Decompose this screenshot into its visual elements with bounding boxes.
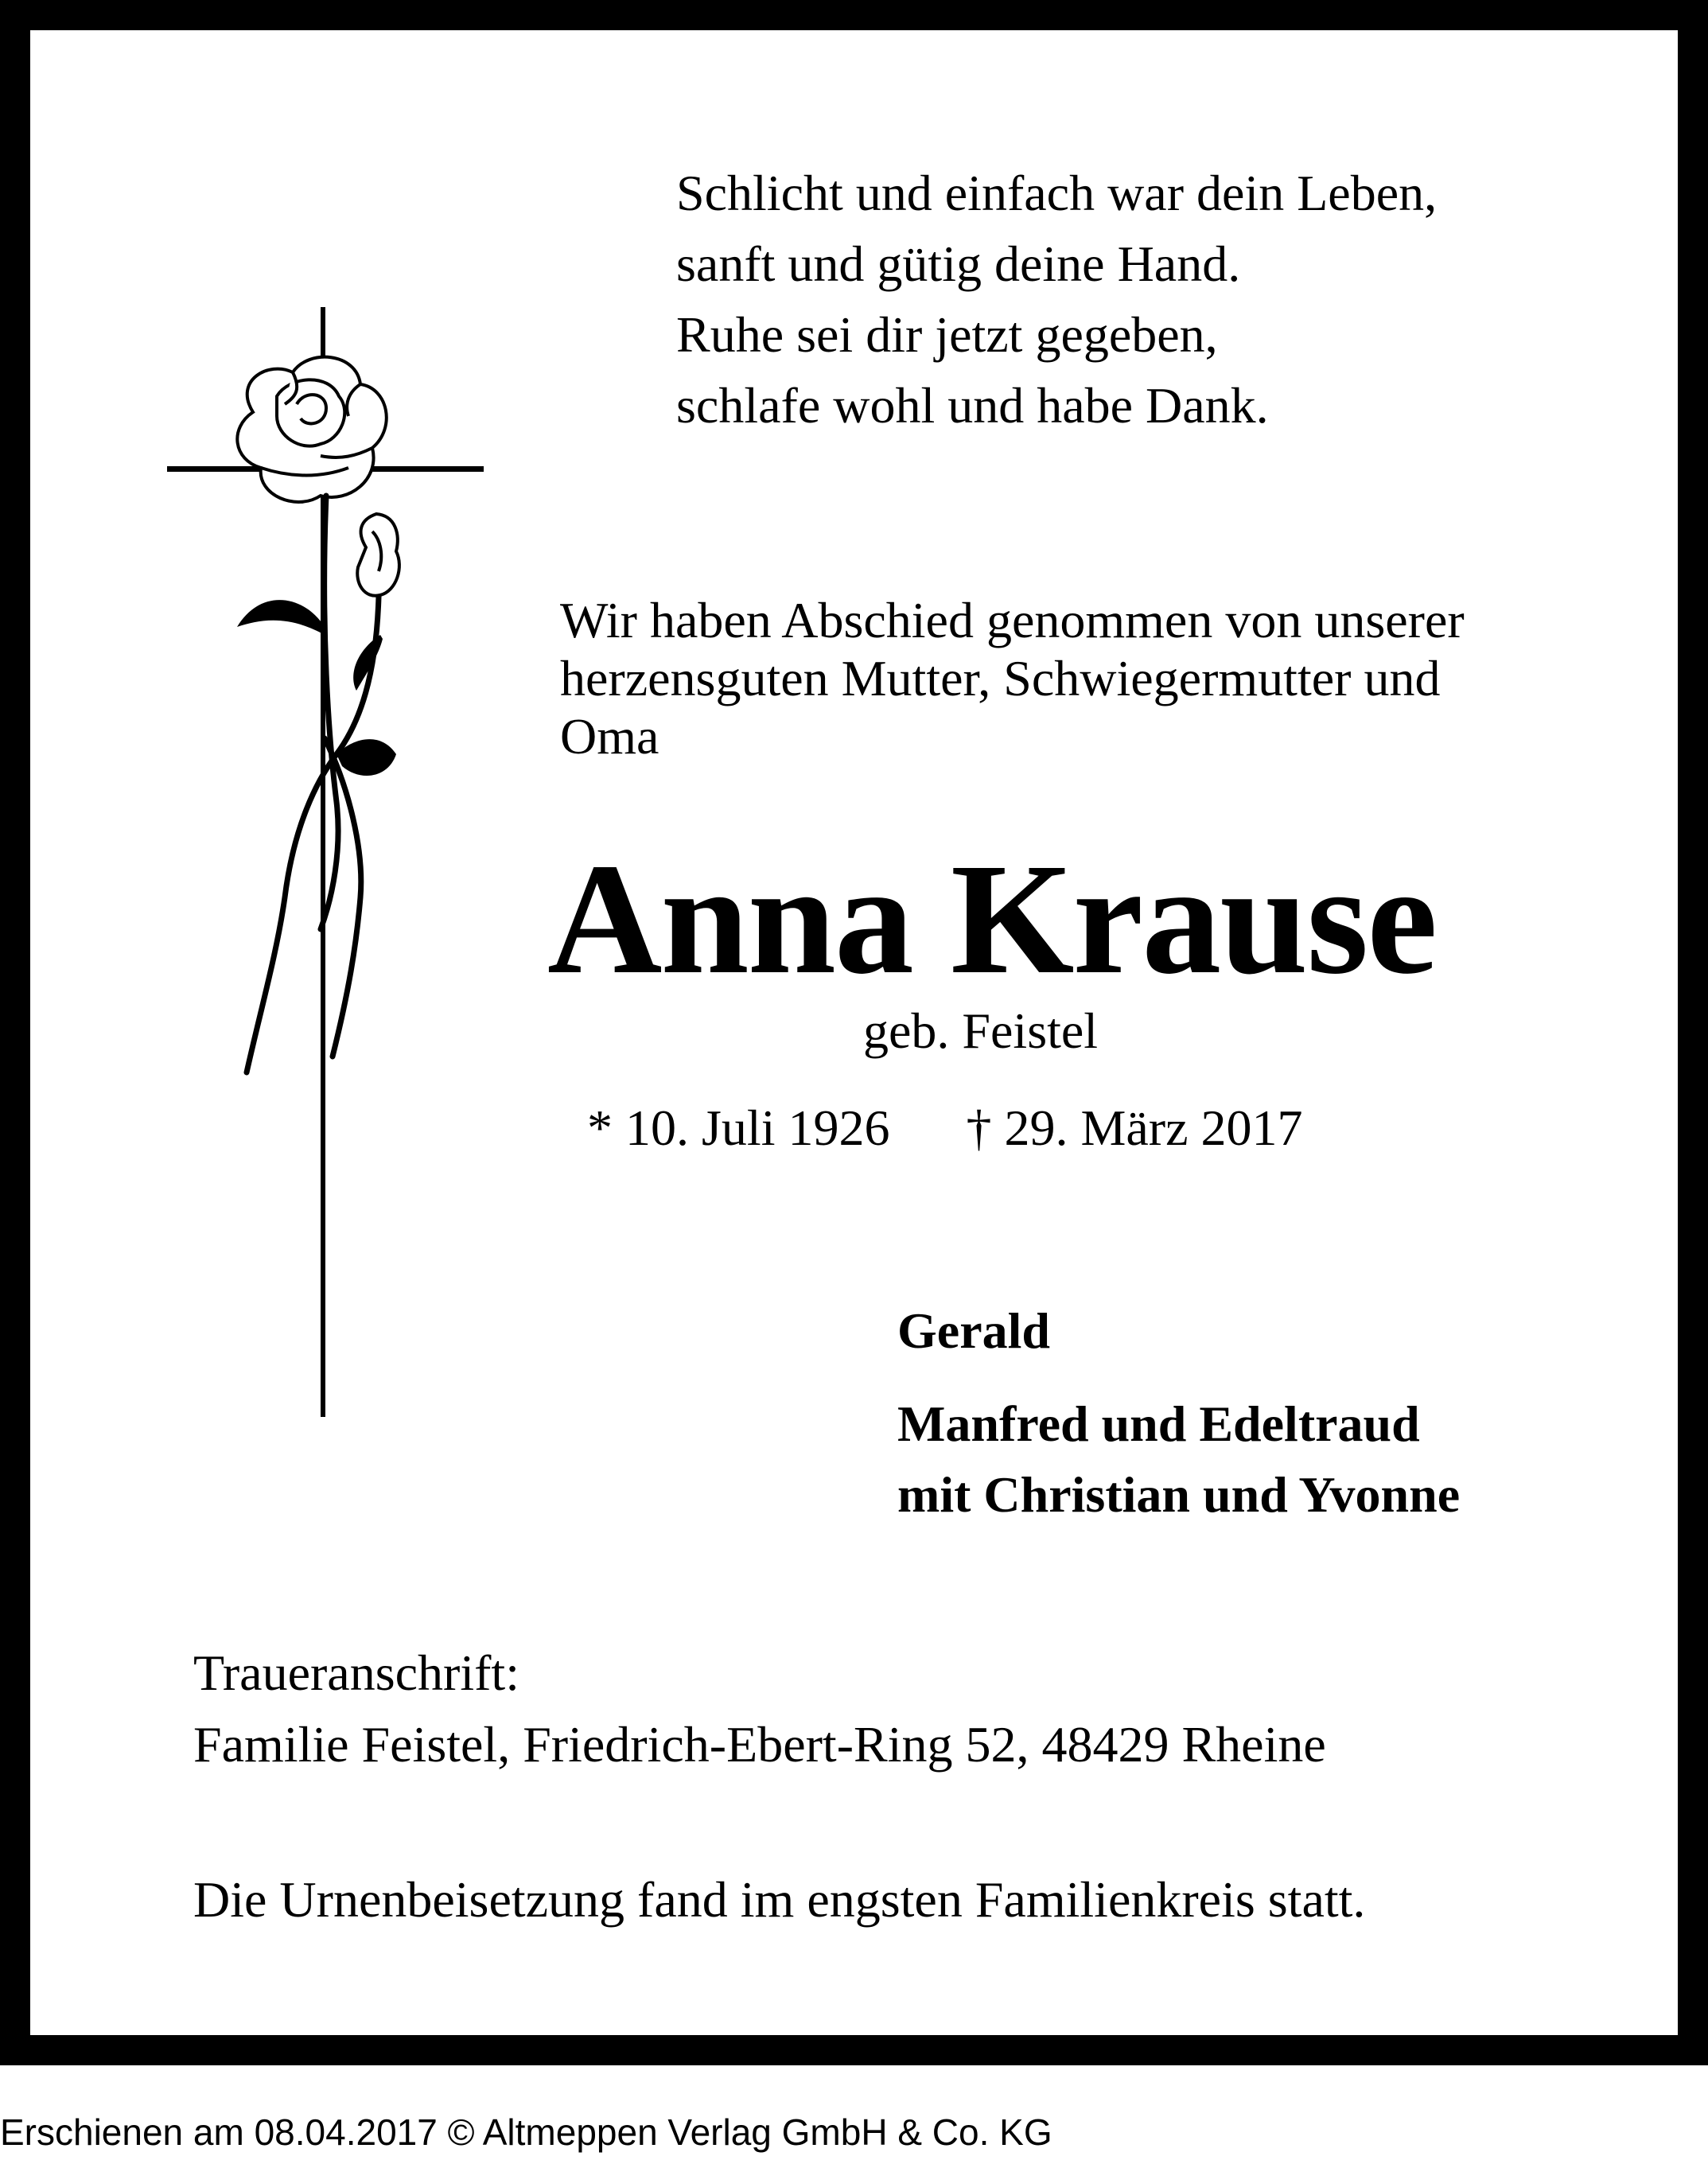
- life-dates: [587, 1096, 1303, 1160]
- poem-line: schlafe wohl und habe Dank.: [676, 377, 1269, 434]
- burial-note: Die Urnenbeisetzung fand im engsten Familienkreis statt.: [193, 1871, 1366, 1928]
- mourner-line: Manfred und Edeltraud: [897, 1395, 1420, 1452]
- intro-line: Oma: [560, 708, 659, 765]
- mourner-group: [897, 1295, 1460, 1366]
- poem-line: sanft und gütig deine Hand.: [676, 235, 1241, 292]
- mourner-line: Gerald: [897, 1302, 1050, 1359]
- poem-line: Ruhe sei dir jetzt gegeben,: [676, 306, 1218, 363]
- birth-name: geb. Feistel: [863, 1002, 1099, 1059]
- poem: [676, 158, 1437, 441]
- farewell-intro: [560, 591, 1465, 765]
- intro-line: Wir haben Abschied genommen von unserer: [560, 592, 1465, 648]
- mourner-line: mit Christian und Yvonne: [897, 1466, 1461, 1523]
- address-label: Traueranschrift:: [193, 1644, 519, 1701]
- address-value: Familie Feistel, Friedrich-Ebert-Ring 52, 48429 Rheine: [193, 1716, 1326, 1773]
- mourners: [897, 1295, 1460, 1530]
- cross-with-rose-icon: [158, 293, 508, 1422]
- mourning-address: [193, 1637, 1326, 1781]
- poem-line: Schlicht und einfach war dein Leben,: [676, 165, 1438, 221]
- publication-footer: Erschienen am 08.04.2017 © Altmeppen Verlag GmbH & Co. KG: [0, 2111, 1052, 2153]
- mourner-group: [897, 1388, 1460, 1530]
- birth-date: * 10. Juli 1926: [587, 1099, 890, 1156]
- death-date: † 29. März 2017: [966, 1099, 1303, 1156]
- deceased-name: Anna Krause: [547, 831, 1437, 1007]
- intro-line: herzensguten Mutter, Schwiegermutter und: [560, 650, 1441, 706]
